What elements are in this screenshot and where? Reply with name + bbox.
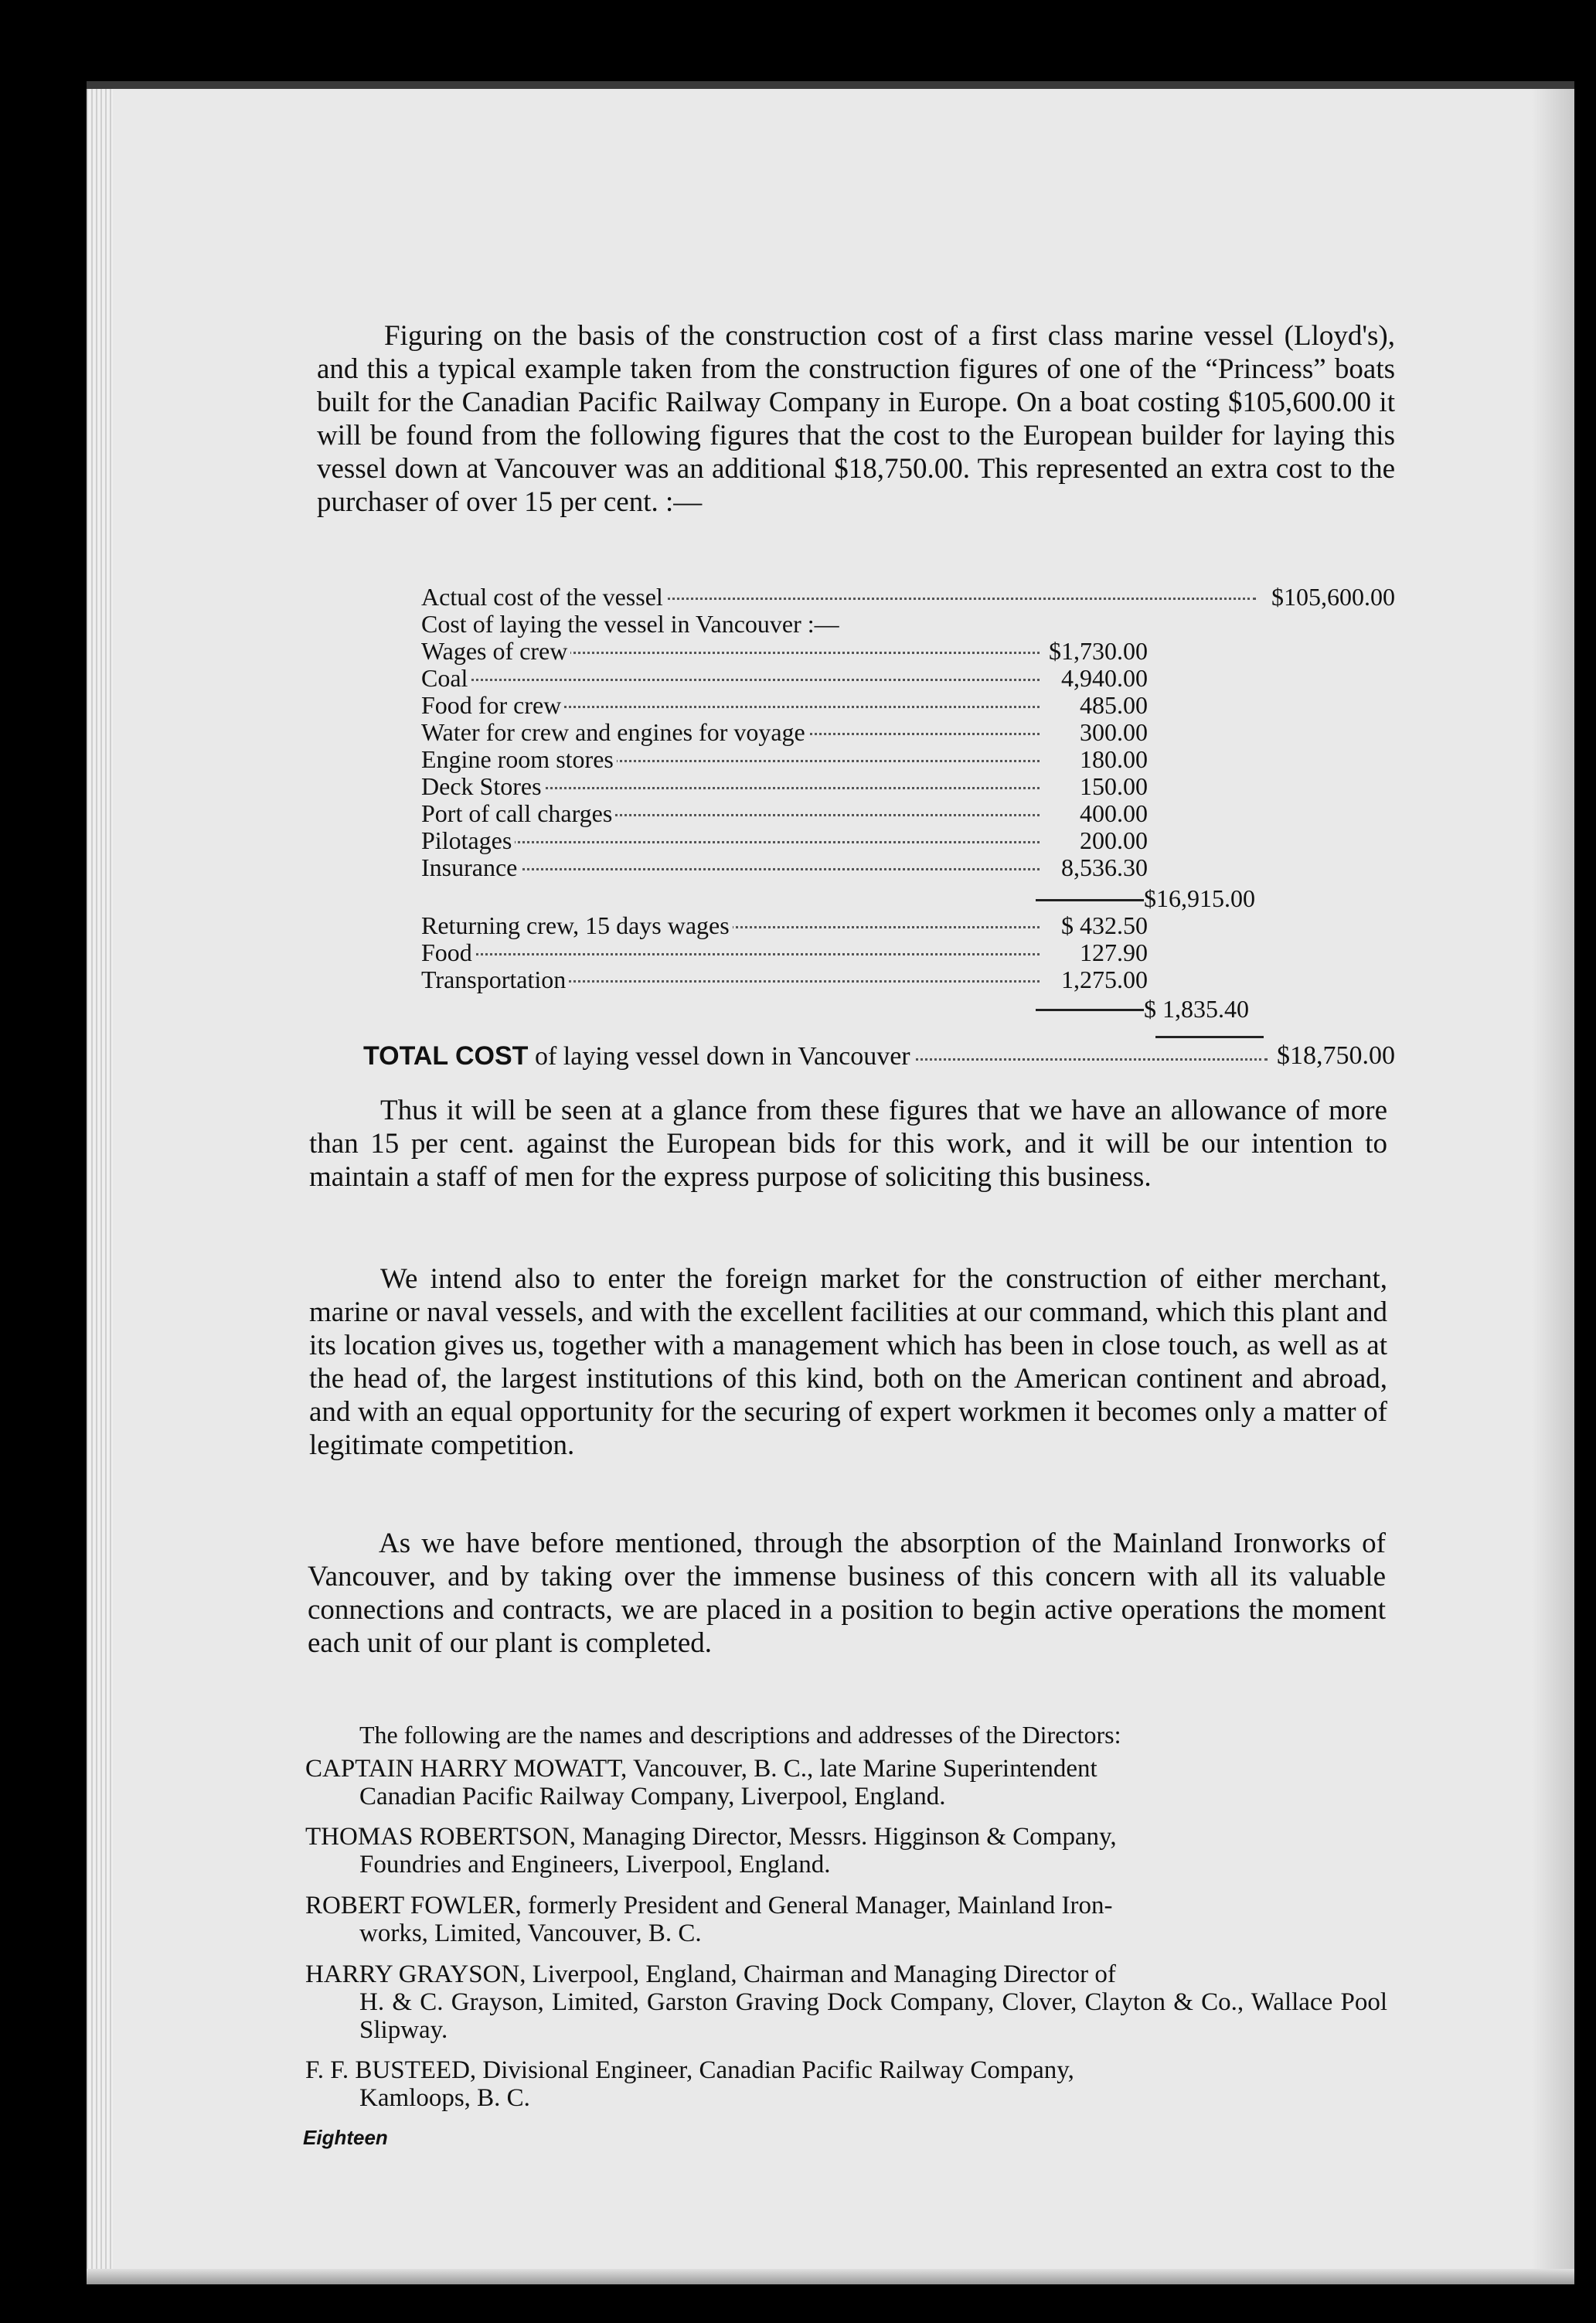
cost-item-value: 200.00 — [1077, 827, 1148, 854]
allowance-paragraph: Thus it will be seen at a glance from these figures that we have an allowance of more than 15 per cent. against the European bids for this work, and it will be our intention to maintain a staff of men for the express purpose of soliciting this business. — [309, 1095, 1387, 1193]
director-detail: H. & C. Grayson, Limited, Garston Graving Dock Company, Clover, Clayton & Co., Wallace Pool Slipway. — [359, 1988, 1387, 2044]
cost-item-row — [421, 827, 1148, 854]
cost-item-label: Insurance — [421, 854, 520, 881]
cost-item-value: 300.00 — [1077, 719, 1148, 746]
cost-item-label: Port of call charges — [421, 800, 615, 827]
return-subtotal: $ 1,835.40 — [1144, 996, 1252, 1023]
cost-item-row — [421, 854, 1148, 881]
subtotal-rule — [1036, 1009, 1148, 1011]
director-entry — [305, 1755, 1387, 1810]
cost-item-label: Deck Stores — [421, 773, 545, 800]
director-name-line: ROBERT FOWLER, formerly President and General Manager, Mainland Iron- — [305, 1892, 1113, 1919]
director-entry — [305, 1960, 1387, 2044]
cost-item-label: Food for crew — [421, 692, 564, 719]
cost-item-value: 4,940.00 — [1058, 665, 1148, 692]
cost-item-label: Coal — [421, 665, 471, 692]
laying-subtotal: $16,915.00 — [1144, 885, 1258, 912]
return-item-value: $ 432.50 — [1058, 912, 1148, 939]
page-bottom-edge — [87, 2269, 1574, 2284]
return-item-row — [421, 939, 1148, 966]
total-cost-value: $18,750.00 — [1272, 1041, 1395, 1071]
return-item-label: Food — [421, 939, 475, 966]
total-rule — [1155, 1036, 1264, 1038]
return-item-value: 1,275.00 — [1058, 966, 1148, 993]
director-detail: Foundries and Engineers, Liverpool, England. — [359, 1851, 831, 1878]
director-name-line: CAPTAIN HARRY MOWATT, Vancouver, B. C., late Marine Superintendent — [305, 1755, 1097, 1783]
cost-item-label: Water for crew and engines for voyage — [421, 719, 808, 746]
page-number: Eighteen — [303, 2126, 388, 2149]
cost-item-row — [421, 665, 1148, 692]
cost-item-row — [421, 800, 1148, 827]
leader-dots — [421, 953, 1040, 955]
director-detail: Canadian Pacific Railway Company, Liverpool, England. — [359, 1783, 946, 1810]
cost-item-row — [421, 638, 1148, 665]
cost-item-value: 150.00 — [1077, 773, 1148, 800]
return-item-row — [421, 966, 1148, 993]
intro-paragraph: Figuring on the basis of the construction cost of a first class marine vessel (Lloyd's), and this a typical example taken from the construction figures of one of the “Princess” boats built for the Canadian Pacific Railway Company in Europe. On a boat costing $105,600.00 it will be found from the following figures that the cost to the European builder for laying this vessel down at Vancouver was an additional $18,750.00. This represented an extra cost to the purchaser of over 15 per cent. :— — [317, 320, 1395, 518]
director-entry — [305, 2056, 1387, 2112]
director-entry — [305, 1823, 1387, 1878]
cost-item-value: 485.00 — [1077, 692, 1148, 719]
return-item-row — [421, 912, 1148, 939]
return-item-label: Returning crew, 15 days wages — [421, 912, 733, 939]
director-detail: Kamloops, B. C. — [359, 2084, 530, 2112]
cost-item-value: 8,536.30 — [1058, 854, 1148, 881]
leader-dots — [421, 679, 1040, 681]
cost-item-label: Wages of crew — [421, 638, 570, 665]
binding-edge — [87, 89, 113, 2284]
page-shadow — [1532, 89, 1574, 2284]
cost-label: Actual cost of the vessel — [421, 584, 666, 611]
total-cost-description: of laying vessel down in Vancouver — [528, 1042, 910, 1071]
director-entry — [305, 1892, 1387, 1947]
cost-item-value: 400.00 — [1077, 800, 1148, 827]
subtotal-rule — [1036, 899, 1148, 901]
director-name-line: F. F. BUSTEED, Divisional Engineer, Canadian Pacific Railway Company, — [305, 2056, 1074, 2084]
cost-value: $105,600.00 — [1268, 584, 1395, 611]
director-name-line: HARRY GRAYSON, Liverpool, England, Chairman and Managing Director of — [305, 1960, 1116, 1988]
director-name-line: THOMAS ROBERTSON, Managing Director, Messrs. Higginson & Company, — [305, 1823, 1117, 1851]
return-item-value: 127.90 — [1077, 939, 1148, 966]
cost-item-label: Pilotages — [421, 827, 515, 854]
foreign-market-paragraph: We intend also to enter the foreign market for the construction of either merchant, marine or naval vessels, and with the excellent facilities at our command, which this plant and its location gives us, together with a management which has been in close touch, as well as at the head of, the largest institutions of this kind, both on the American continent and abroad, and with an equal opportunity for the securing of expert workmen it becomes only a matter of legitimate competition. — [309, 1263, 1387, 1461]
cost-item-row — [421, 746, 1148, 773]
director-detail: works, Limited, Vancouver, B. C. — [359, 1919, 702, 1947]
total-cost-heading: TOTAL COST — [363, 1041, 529, 1071]
cost-item-value: $1,730.00 — [1046, 638, 1148, 665]
return-item-label: Transportation — [421, 966, 569, 993]
cost-item-row — [421, 719, 1148, 746]
total-cost-label — [363, 1041, 914, 1071]
cost-heading-text: Cost of laying the vessel in Vancouver :— — [421, 611, 842, 638]
mainland-paragraph: As we have before mentioned, through the absorption of the Mainland Ironworks of Vancouver, and by taking over the immense business of this concern with all its valuable connections and contracts, we are placed in a position to begin active operations the moment each unit of our plant is completed. — [308, 1528, 1386, 1659]
cost-item-value: 180.00 — [1077, 746, 1148, 773]
directors-intro: The following are the names and descriptions and addresses of the Directors: — [359, 1721, 1121, 1749]
cost-row-actual — [421, 584, 1395, 611]
cost-item-row — [421, 773, 1148, 800]
cost-item-row — [421, 692, 1148, 719]
cost-item-label: Engine room stores — [421, 746, 617, 773]
total-cost-row — [363, 1041, 1395, 1072]
